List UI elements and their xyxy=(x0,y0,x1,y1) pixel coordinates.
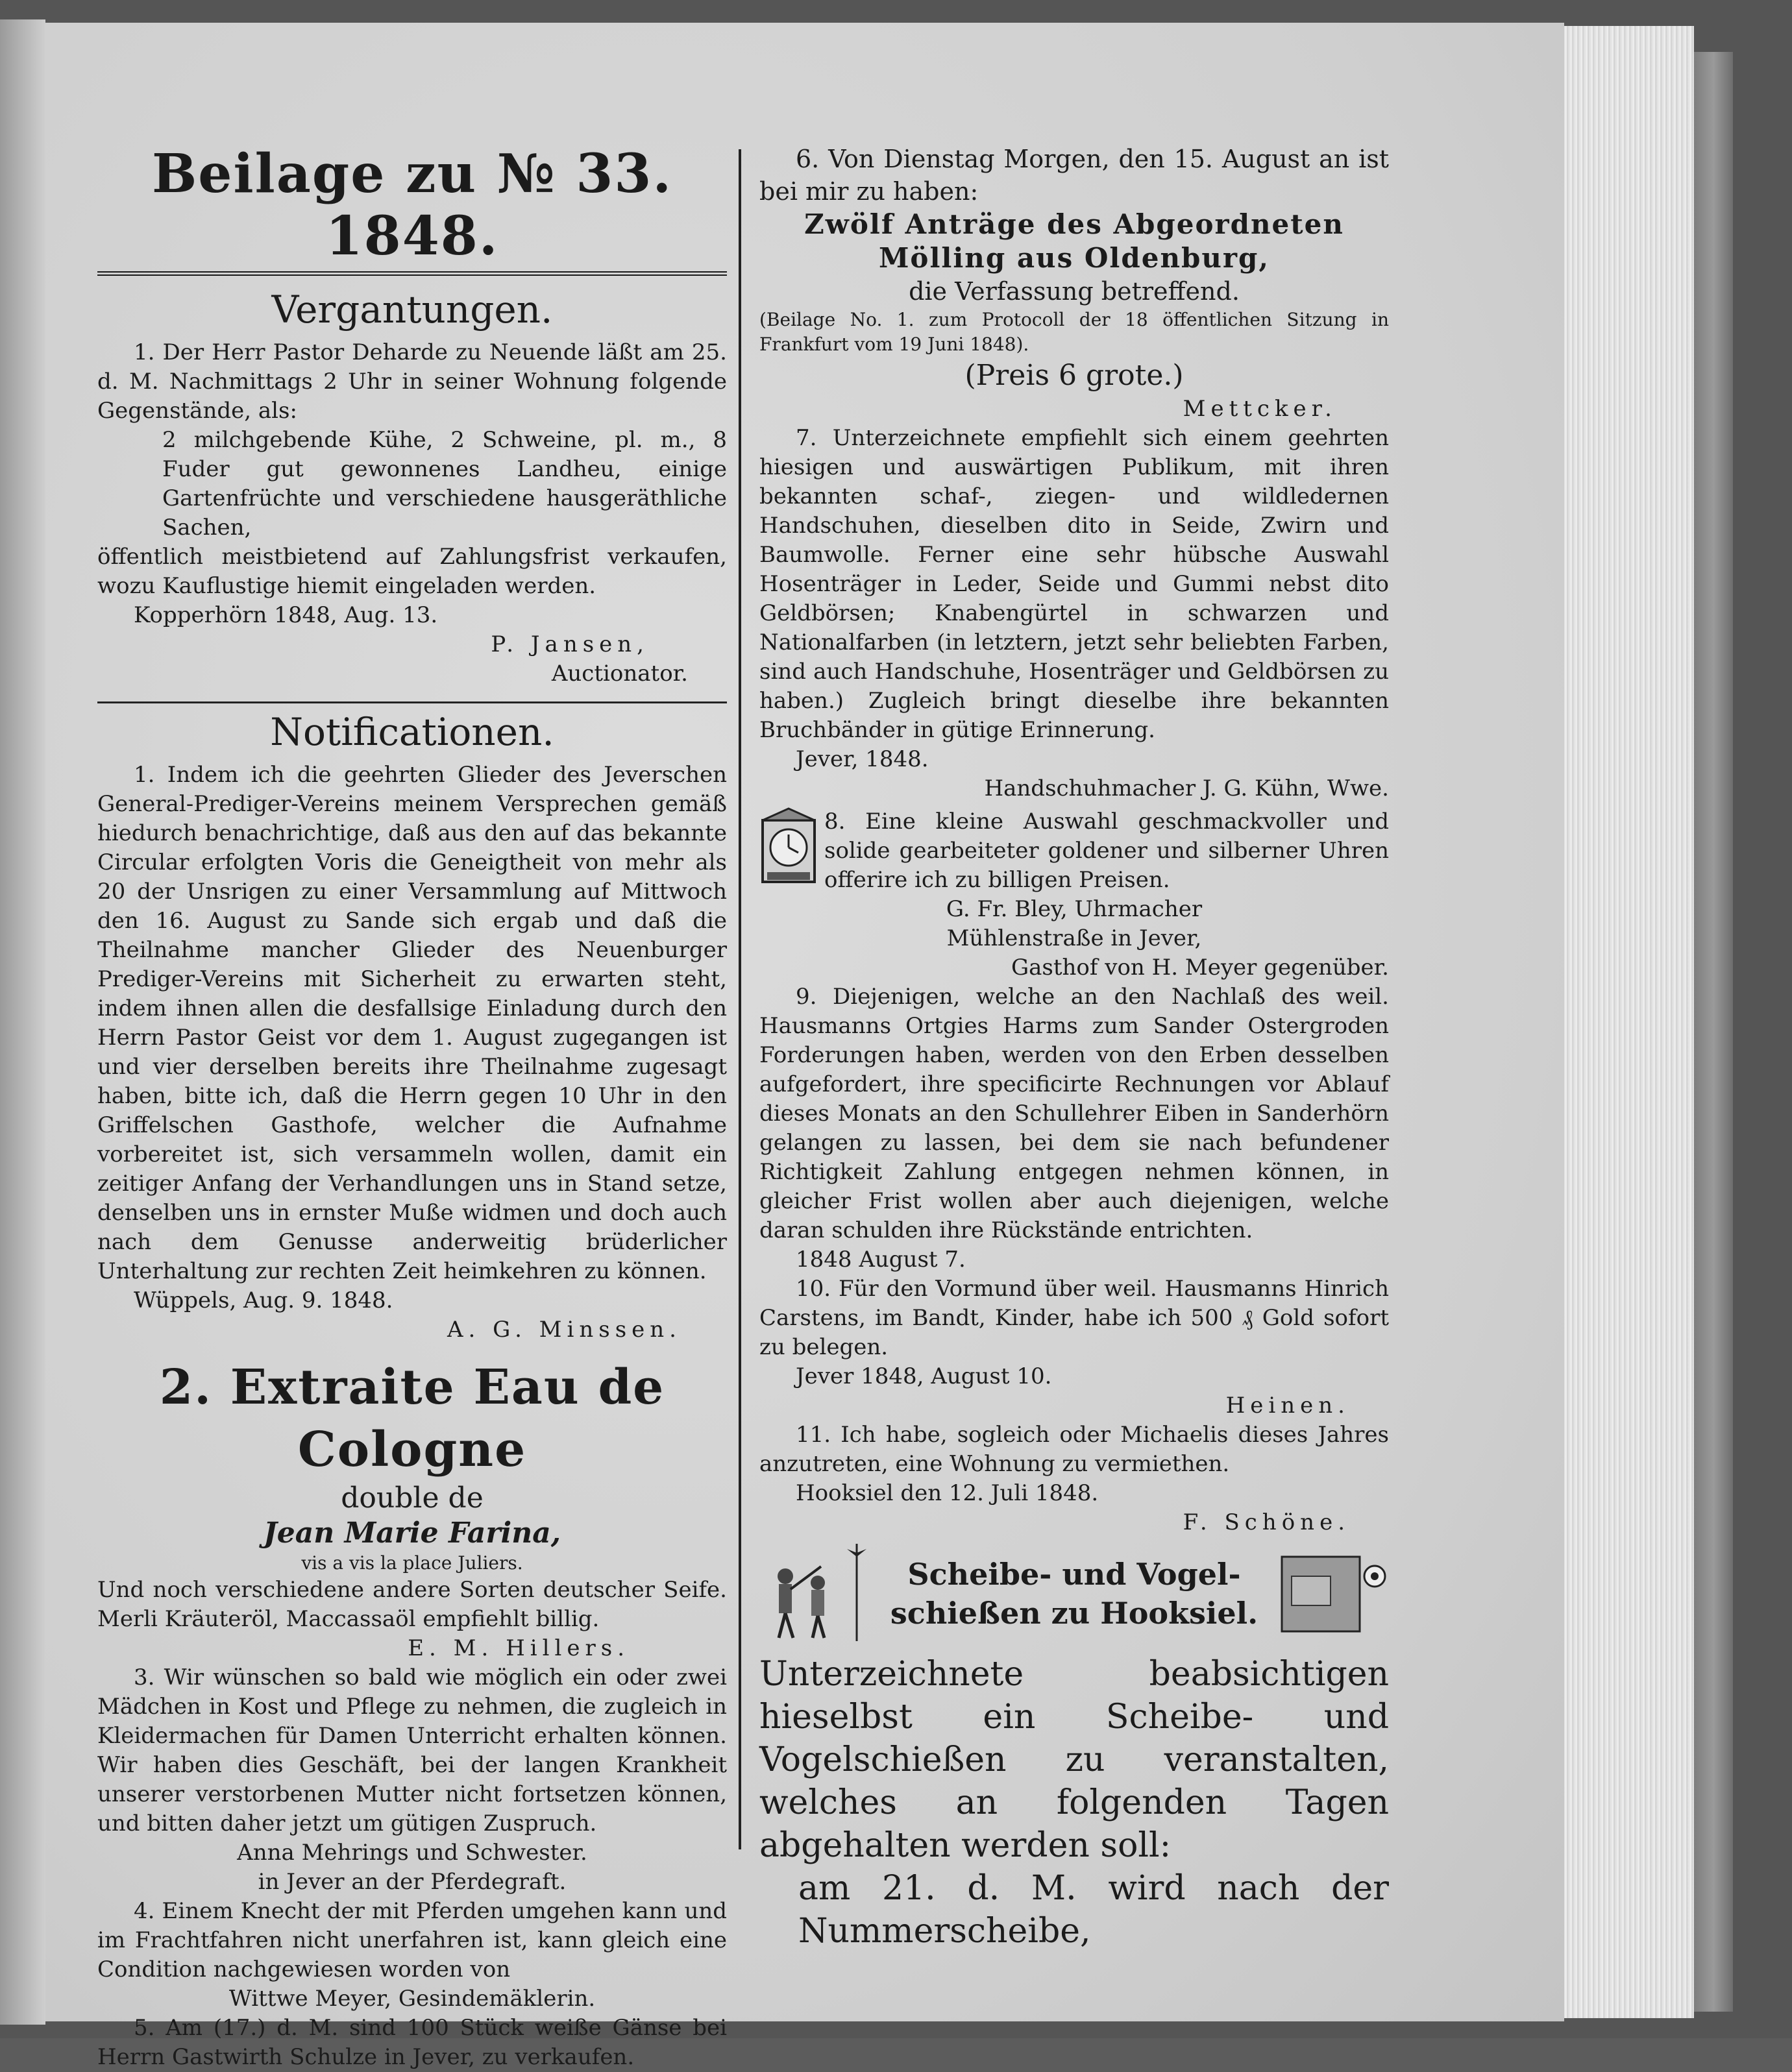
section-heading-vergantungen: Vergantungen. xyxy=(271,287,553,332)
shooting-title-line2: schießen zu Hooksiel. xyxy=(890,1596,1258,1631)
item-10-text: 10. Für den Vormund über weil. Hausmanns Hinrich Carstens, im Bandt, Kinder, habe ich 500 ₰ Gold sofort zu belegen. xyxy=(759,1276,1389,1360)
item-7-signature: Handschuhmacher J. G. Kühn, Wwe. xyxy=(984,775,1389,801)
farina-text: Und noch verschiedene andere Sorten deutscher Seife. Merli Kräuteröl, Maccassaöl empfiehlt billig. xyxy=(97,1577,727,1632)
left-column xyxy=(97,143,727,2072)
item-8-text: 8. Eine kleine Auswahl geschmackvoller und solide gearbeiteter goldener und silberner Uhren offerire ich zu billigen Preisen. xyxy=(824,809,1389,893)
item-6-signature: Mettcker. xyxy=(1183,396,1337,422)
right-column xyxy=(759,143,1389,1953)
farina-signature: E. M. Hillers. xyxy=(408,1635,630,1661)
farina-name: Jean Marie Farina, xyxy=(263,1517,561,1550)
notification-1-place: Wüppels, Aug. 9. 1848. xyxy=(134,1287,393,1313)
item-6-price: (Preis 6 grote.) xyxy=(964,359,1184,392)
vergantung-text: 1. Der Herr Pastor Deharde zu Neuende läßt am 25. d. M. Nachmittags 2 Uhr in seiner Wohnung folgende Gegenstände, als: xyxy=(97,339,727,424)
item-10-signature: Heinen. xyxy=(1225,1393,1350,1419)
farina-double-de: double de xyxy=(341,1481,484,1515)
item-6-note: (Beilage No. 1. zum Protocoll der 18 öffentlichen Sitzung in Frankfurt vom 19 Juni 1848). xyxy=(759,309,1389,355)
marksmen-illustration-icon xyxy=(759,1544,870,1644)
farina-heading-line1: 2. Extraite Eau de xyxy=(159,1359,665,1415)
shooting-title xyxy=(870,1555,1279,1633)
item-6-text: 6. Von Dienstag Morgen, den 15. August an ist bei mir zu haben: xyxy=(759,145,1389,206)
item-5-text: 5. Am (17.) d. M. sind 100 Stück weiße Gänse bei Herrn Gastwirth Schulze in Jever, zu verkaufen. xyxy=(97,2015,727,2070)
vergantung-place: Kopperhörn 1848, Aug. 13. xyxy=(134,602,438,628)
item-11-text: 11. Ich habe, sogleich oder Michaelis dieses Jahres anzutreten, eine Wohnung zu vermiethen. xyxy=(759,1422,1389,1477)
shooting-text: Unterzeichnete beabsichtigen hieselbst ein Scheibe- und Vogelschießen zu veranstalten, welches an folgenden Tagen abgehalten werden soll: xyxy=(759,1655,1389,1865)
item-10-place: Jever 1848, August 10. xyxy=(796,1363,1052,1389)
item-8-block xyxy=(759,807,1389,895)
column-divider xyxy=(739,149,741,1849)
notification-1-text: 1. Indem ich die geehrten Glieder des Jeverschen General-Prediger-Vereins meinem Versprechen gemäß hiedurch benachrichtige, daß aus den auf das bekannte Circular erfolgten Voris die Geneigtheit von mehr als 20 der Unsrigen zu einer Versammlung auf Mittwoch den 16. August zu Sande sich ergab und daß die Theilnahme mancher Glieder des Neuenburger Prediger-Vereins mit Sicherheit zu erwarten steht, indem ihnen allen die desfallsige Einladung durch den Herrn Pastor Geist vor dem 1. August zugegangen ist und vier derselben bereits ihre Theilnahme zugesagt haben, bitte ich, daß die Herrn gegen 10 Uhr in den Griffelschen Gasthofe, welcher die Aufnahme vorbereitet ist, sich versammeln wollen, damit ein zeitiger Anfang der Verhandlungen uns in Stand setze, denselben uns in ernster Muße widmen und doch auch nach dem Genusse anderweitig brüderlicher Unterhaltung zur rechten Zeit heimkehren zu können. xyxy=(97,762,727,1284)
page-edges xyxy=(1564,26,1694,2018)
shooting-title-line1: Scheibe- und Vogel- xyxy=(907,1557,1241,1592)
item-9-text: 9. Diejenigen, welche an den Nachlaß des weil. Hausmanns Ortgies Harms zum Sander Ostergroden Forderungen haben, werden von den Erben desselben aufgefordert, ihre specificirte Rechnungen vor Ablauf dieses Monats an den Schullehrer Eiben in Sanderhörn gelangen zu lassen, bei dem sie nach befundener Richtigkeit Zahlung entgegen nehmen können, in gleicher Frist wollen aber auch diejenigen, welche daran schulden ihre Rückstände entrichten. xyxy=(759,984,1389,1243)
item-8-location: Gasthof von H. Meyer gegenüber. xyxy=(1011,955,1389,981)
shooting-date: am 21. d. M. wird nach der Nummerscheibe, xyxy=(798,1869,1389,1951)
item-6-title-line3: die Verfassung betreffend. xyxy=(909,277,1240,306)
item-3-address: in Jever an der Pferdegraft. xyxy=(258,1869,567,1895)
item-9-date: 1848 August 7. xyxy=(796,1247,966,1273)
vergantung-text-end: öffentlich meistbietend auf Zahlungsfrist verkaufen, wozu Kauflustige hiemit eingeladen werden. xyxy=(97,544,727,599)
vergantung-signature: P. Jansen, xyxy=(491,631,649,657)
section-heading-notificationen: Notificationen. xyxy=(270,710,554,754)
item-6-title-line1: Zwölf Anträge des Abgeordneten xyxy=(804,208,1344,240)
item-3-text: 3. Wir wünschen so bald wie möglich ein oder zwei Mädchen in Kost und Pflege zu nehmen, die zugleich in Kleidermachen für Damen Unterricht erhalten können. Wir haben dies Geschäft, bei der langen Krankheit unserer verstorbenen Mutter nicht fortsetzen können, und bitten daher jetzt um gütigen Zuspruch. xyxy=(97,1664,727,1836)
item-3-signature: Anna Mehrings und Schwester. xyxy=(237,1840,587,1866)
book-cover-edge xyxy=(1694,52,1733,2012)
clock-icon xyxy=(759,807,818,888)
item-8-signature: G. Fr. Bley, Uhrmacher xyxy=(946,896,1203,922)
vergantung-items: 2 milchgebende Kühe, 2 Schweine, pl. m., 8 Fuder gut gewonnenes Landheu, einige Gartenfrüchte und verschiedene hausgeräthliche Sachen, xyxy=(162,427,727,541)
facing-page-edge xyxy=(0,19,45,2025)
item-7-text: 7. Unterzeichnete empfiehlt sich einem geehrten hiesigen und auswärtigen Publikum, mit ihren bekannten schaf-, ziegen- und wildledernen Handschuhen, dieselben dito in Seide, Zwirn und Baumwolle. Ferner eine sehr hübsche Auswahl Hosenträger in Leder, Seide und Gummi nebst dito Geldbörsen; Knabengürtel in schwarzen und Nationalfarben (in letztern, jetzt sehr beliebten Farben, sind auch Handschuhe, Hosenträger und Geldbörsen zu haben.) Zugleich bringt dieselbe ihre bekannten Bruchbänder in gütige Erinnerung. xyxy=(759,425,1389,743)
shooting-header xyxy=(759,1544,1389,1644)
item-7-place: Jever, 1848. xyxy=(796,746,929,772)
vergantung-title: Auctionator. xyxy=(551,661,688,687)
masthead: Beilage zu № 33. 1848. xyxy=(97,143,727,276)
farina-address: vis a vis la place Juliers. xyxy=(301,1552,523,1574)
section-rule xyxy=(97,701,727,703)
item-6-title-line2: Mölling aus Oldenburg, xyxy=(878,242,1270,274)
item-4-text: 4. Einem Knecht der mit Pferden umgehen kann und im Frachtfahren nicht unerfahren ist, kann gleich eine Condition nachgewiesen worden von xyxy=(97,1898,727,1982)
farina-heading-line2: Cologne xyxy=(297,1422,527,1478)
notification-1-signature: A. G. Minssen. xyxy=(447,1317,681,1343)
item-8-address: Mühlenstraße in Jever, xyxy=(946,925,1202,951)
item-4-signature: Wittwe Meyer, Gesindemäklerin. xyxy=(228,1986,596,2012)
target-illustration-icon xyxy=(1279,1550,1389,1637)
item-11-place: Hooksiel den 12. Juli 1848. xyxy=(796,1480,1099,1506)
item-11-signature: F. Schöne. xyxy=(1183,1509,1350,1535)
